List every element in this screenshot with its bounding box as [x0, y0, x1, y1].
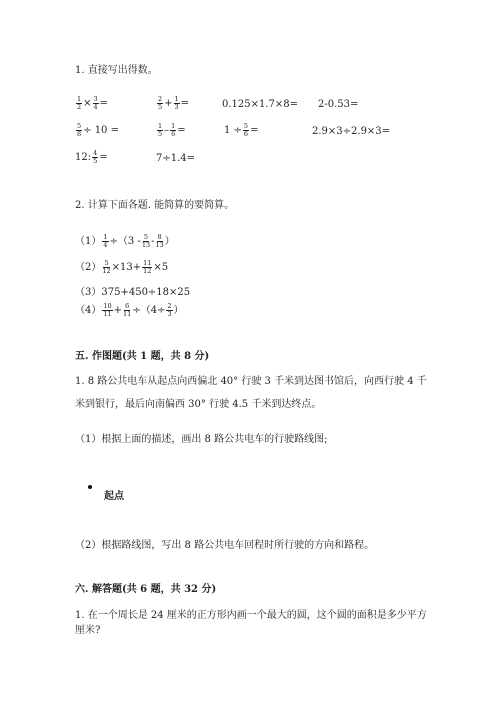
- q2-p3: （3）375+450÷18×25: [75, 287, 191, 298]
- q1-r2-d: 2.9×3÷2.9×3=: [312, 126, 391, 137]
- fraction: $\frac{6}{11}$: [123, 302, 132, 318]
- start-point-dot: [88, 485, 92, 489]
- fraction: $\frac{2}{5}$: [158, 95, 163, 111]
- fraction: $\frac{5}{8}$: [77, 122, 82, 138]
- fraction: $\frac{5}{13}$: [141, 233, 151, 249]
- start-point-label: 起点: [104, 491, 124, 502]
- section-6-heading: 六. 解答题(共 6 题，共 32 分): [75, 584, 217, 595]
- q1-r3-b: 7÷1.4=: [156, 153, 196, 164]
- fraction: $\frac{1}{4}$: [103, 233, 108, 249]
- fraction: $\frac{8}{13}$: [155, 233, 164, 249]
- q2-p2: （2） $\frac{5}{12}$ ×13+ $\frac{11}{12}$ ×5: [75, 259, 169, 275]
- q1-r1-d: 2-0.53=: [318, 99, 359, 110]
- q1-r1-b: $\frac{2}{5}$ + $\frac{1}{3}$ =: [158, 95, 190, 111]
- s5-sub1: （1）根据上面的描述，画出 8 路公共电车的行驶路线图;: [75, 434, 328, 445]
- fraction: $\frac{2}{3}$: [167, 302, 172, 318]
- fraction: $\frac{1}{2}$: [77, 95, 82, 111]
- fraction: $\frac{11}{12}$: [143, 259, 152, 275]
- q2-p4: （4） $\frac{10}{11}$ + $\frac{6}{11}$ ÷（4÷ $\frac{2}{3}$ ）: [75, 302, 184, 318]
- q1-r1-a: $\frac{1}{2}$ × $\frac{3}{4}$ =: [77, 95, 109, 111]
- fraction: $\frac{4}{5}$: [93, 149, 98, 165]
- fraction: $\frac{1}{6}$: [171, 122, 176, 138]
- q1-title: 1. 直接写出得数。: [75, 65, 158, 76]
- s5-text-line2: 米到银行，最后向南偏西 30° 行驶 4.5 千米到达终点。: [75, 399, 322, 410]
- fraction: $\frac{3}{4}$: [93, 95, 98, 111]
- section-5-heading: 五. 作图题(共 1 题，共 8 分): [75, 351, 210, 362]
- fraction: $\frac{5}{12}$: [102, 259, 111, 275]
- q2-title: 2. 计算下面各题. 能简算的要简算。: [75, 200, 235, 211]
- s6-q1-line2: 厘米?: [75, 625, 101, 636]
- q1-r2-c: 1 ÷ $\frac{5}{6}$ =: [224, 122, 259, 138]
- q2-p1: （1） $\frac{1}{4}$ ÷（3 - $\frac{5}{13}$ - $\frac{8}{13}$ ）: [75, 233, 175, 249]
- q1-r2-a: $\frac{5}{8}$ ÷ 10 =: [77, 122, 119, 138]
- q1-r2-b: $\frac{1}{5}$ – $\frac{1}{6}$ =: [158, 122, 186, 138]
- s5-text-line1: 1. 8 路公共电车从起点向西偏北 40° 行驶 3 千米到达图书馆后，向西行驶 4 千: [75, 376, 427, 387]
- fraction: $\frac{5}{6}$: [243, 122, 249, 138]
- s6-q1-line1: 1. 在一个周长是 24 厘米的正方形内画一个最大的圆，这个圆的面积是多少平方: [75, 610, 427, 621]
- fraction: $\frac{10}{11}$: [103, 302, 112, 318]
- s5-sub2: （2）根据路线图，写出 8 路公共电车回程时所行驶的方向和路程。: [75, 540, 375, 551]
- q1-r1-c: 0.125×1.7×8=: [222, 99, 299, 110]
- fraction: $\frac{1}{5}$: [158, 122, 163, 138]
- q1-r3-a: 12: $\frac{4}{5}$ =: [75, 149, 108, 165]
- fraction: $\frac{1}{3}$: [174, 95, 179, 111]
